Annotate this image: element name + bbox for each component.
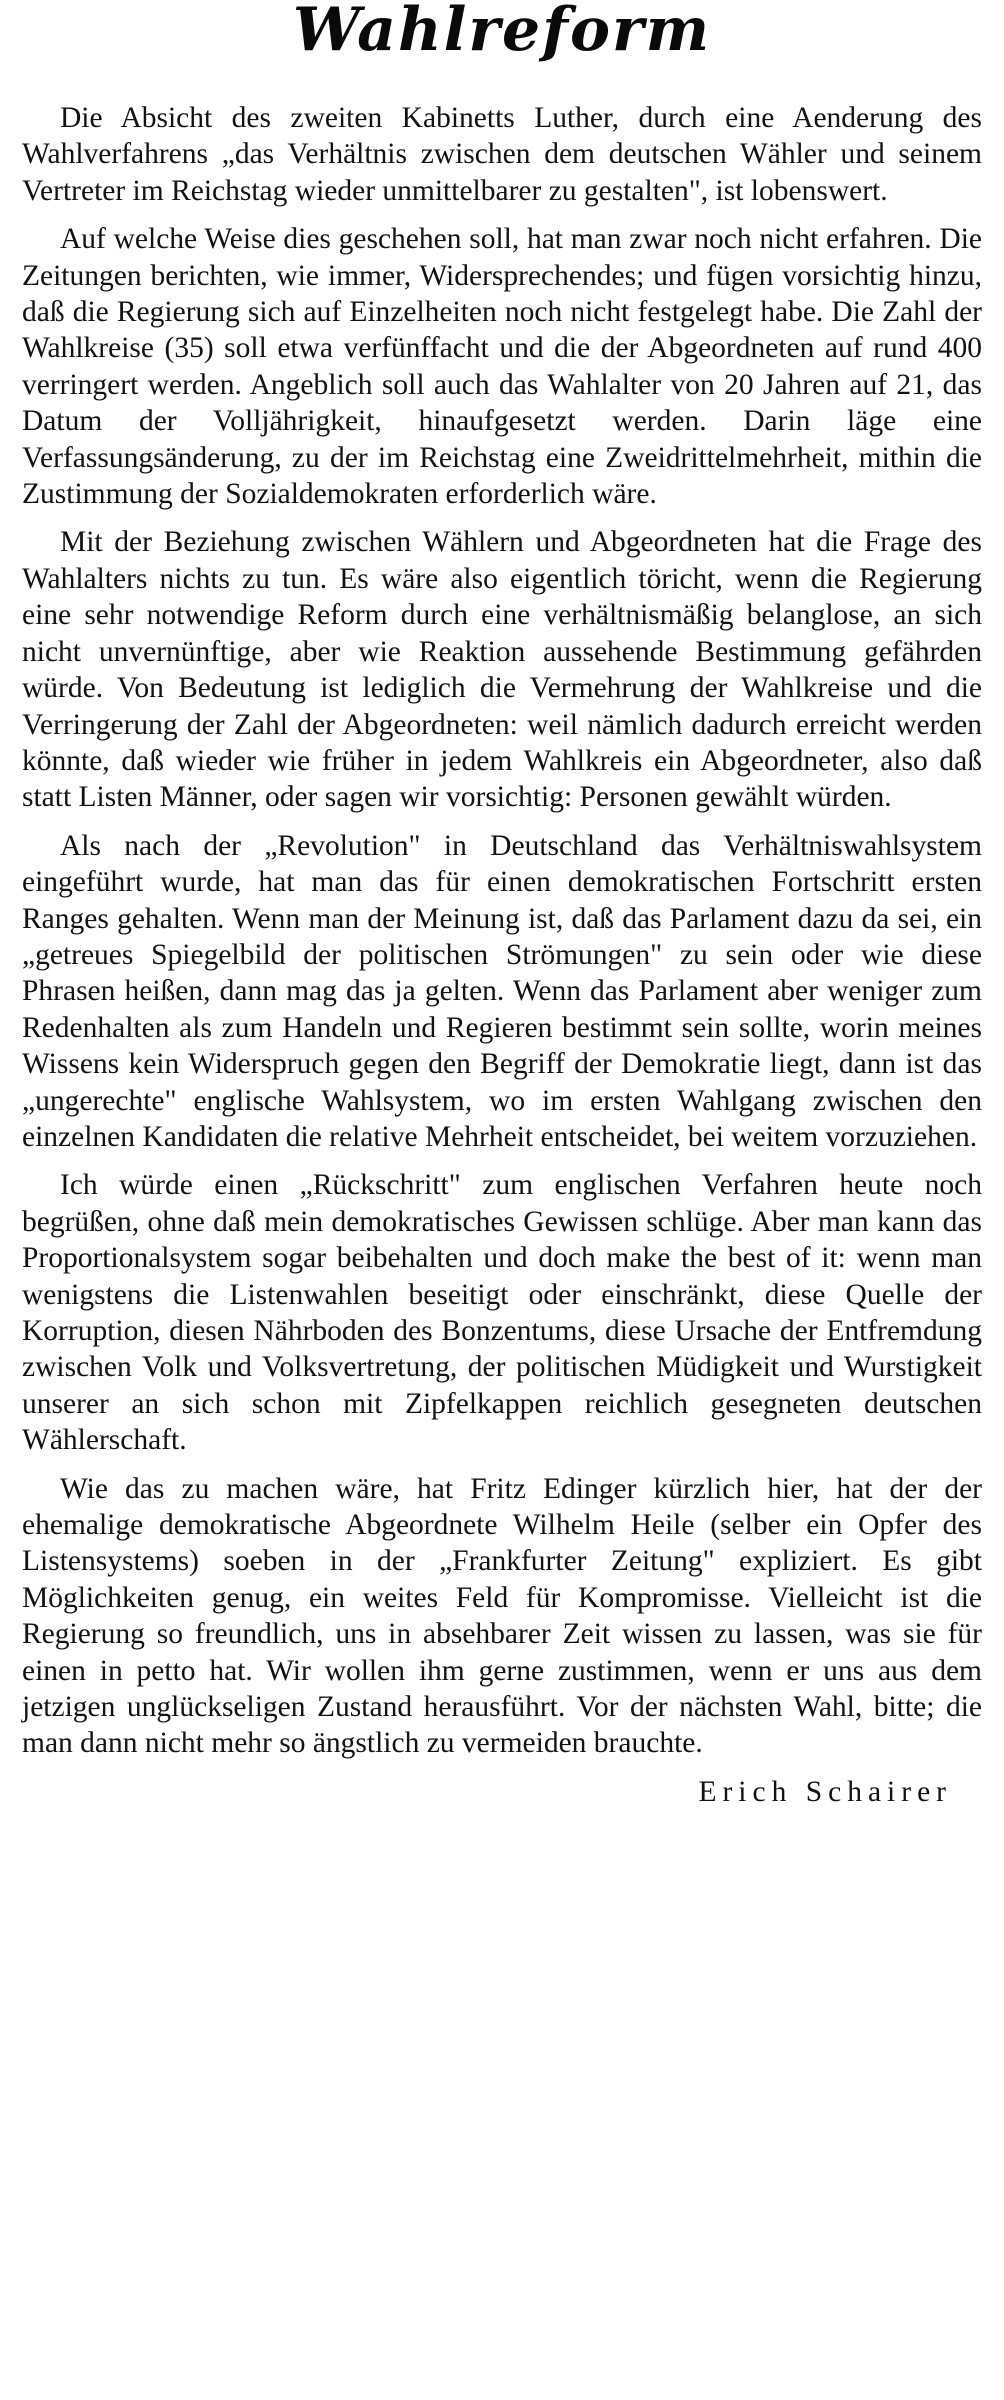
paragraph-3: Mit der Beziehung zwischen Wählern und Abgeordneten hat die Frage des Wahlalters nichts zu tun. Es wäre also eigentlich töricht, wenn die Regierung eine sehr notwendige Reform durch eine verhältnismäßig belanglose, an sich nicht unvernünftige, aber wie Reaktion aussehende Bestimmung gefährden würde. Von Bedeutung ist lediglich die Vermehrung der Wahlkreise und die Verringerung der Zahl der Abgeordneten: weil nämlich dadurch erreicht werden könnte, daß wieder wie früher in jedem Wahlkreis ein Abgeordneter, also daß statt Listen Männer, oder sagen wir vorsichtig: Personen gewählt würden. (22, 526, 982, 814)
newspaper-page (22, 0, 982, 2400)
headline: Wahlreform (292, 0, 712, 65)
paragraph-6: Wie das zu machen wäre, hat Fritz Edinger kürzlich hier, hat der der ehemalige demokratische Abgeordnete Wilhelm Heile (selber ein Opfer des Listensystems) soeben in der „Frankfurter Zeitung" expliziert. Es gibt Möglichkeiten genug, ein weites Feld für Kompromisse. Vielleicht ist die Regierung so freundlich, uns in absehbarer Zeit wissen zu lassen, was sie für einen in petto hat. Wir wollen ihm gerne zustimmen, wenn er uns aus dem jetzigen unglückseligen Zustand herausführt. Vor der nächsten Wahl, bitte; die man dann nicht mehr so ängstlich zu vermeiden brauchte. (22, 1472, 982, 1760)
paragraph-5: Ich würde einen „Rückschritt" zum englischen Verfahren heute noch begrüßen, ohne daß mein demokratisches Gewissen schlüge. Aber man kann das Proportionalsystem sogar beibehalten und doch make the best of it: wenn man wenigstens die Listenwahlen beseitigt oder einschränkt, diese Quelle der Korruption, diesen Nährboden des Bonzentums, diese Ursache der Entfremdung zwischen Volk und Volksvertretung, der politischen Müdigkeit und Wurstigkeit unserer an sich schon mit Zipfelkappen reichlich gesegneten deutschen Wählerschaft. (22, 1169, 982, 1457)
paragraph-2: Auf welche Weise dies geschehen soll, hat man zwar noch nicht erfahren. Die Zeitungen berichten, wie immer, Widersprechendes; und fügen vorsichtig hinzu, daß die Regierung sich auf Einzelheiten noch nicht festgelegt habe. Die Zahl der Wahlkreise (35) soll etwa verfünffacht und die der Abgeordneten auf rund 400 verringert werden. Angeblich soll auch das Wahlalter von 20 Jahren auf 21, das Datum der Volljährigkeit, hinaufgesetzt werden. Darin läge eine Verfassungsänderung, zu der im Reichstag eine Zweidrittelmehrheit, mithin die Zustimmung der Sozialdemokraten erforderlich wäre. (22, 223, 982, 511)
article-body (22, 100, 982, 1810)
paragraph-1: Die Absicht des zweiten Kabinetts Luther, durch eine Aenderung des Wahlverfahrens „das Verhältnis zwischen dem deutschen Wähler und seinem Vertreter im Reichstag wieder unmittelbarer zu gestalten", ist lobenswert. (22, 102, 982, 207)
paragraph-4: Als nach der „Revolution" in Deutschland das Verhältniswahlsystem eingeführt wurde, hat man das für einen demokratischen Fortschritt ersten Ranges gehalten. Wenn man der Meinung ist, daß das Parlament dazu da sei, ein „getreues Spiegelbild der politischen Strömungen" zu sein oder wie diese Phrasen heißen, dann mag das ja gelten. Wenn das Parlament aber weniger zum Redenhalten als zum Handeln und Regieren bestimmt sein sollte, worin meines Wissens kein Widerspruch gegen den Begriff der Demokratie liegt, dann ist das „ungerechte" englische Wahlsystem, wo im ersten Wahlgang zwischen den einzelnen Kandidaten die relative Mehrheit entscheidet, bei weitem vorzuziehen. (22, 829, 982, 1153)
author-signature: Erich Schairer (698, 1775, 952, 1808)
